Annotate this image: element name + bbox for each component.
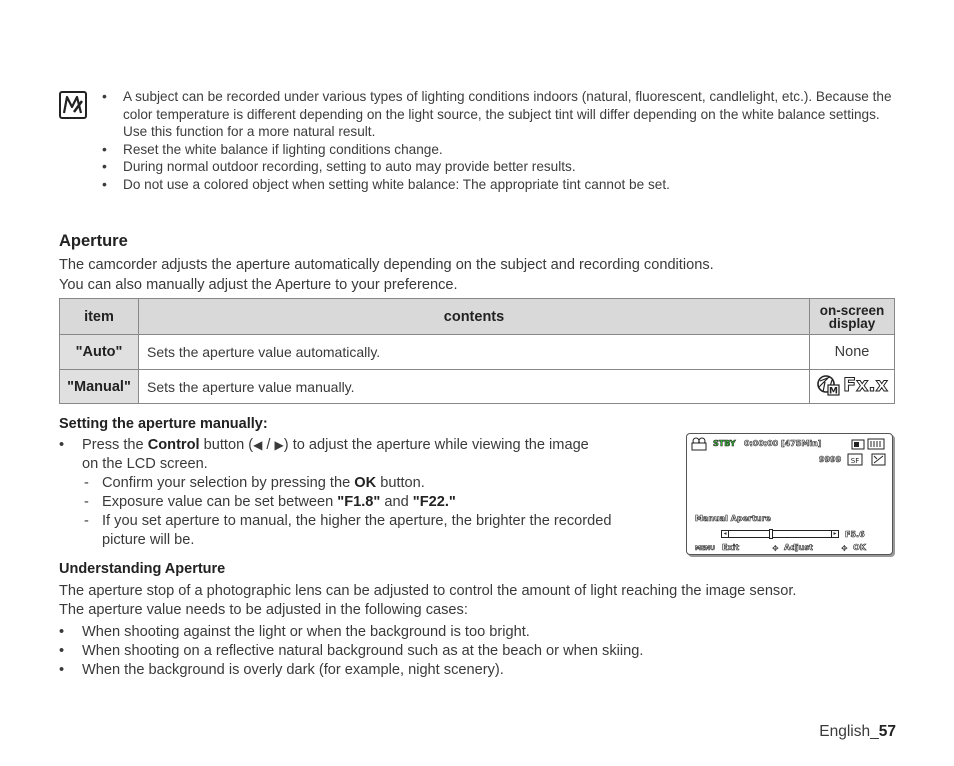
understanding-heading: Understanding Aperture <box>59 561 226 577</box>
lcd-adjust: Adjust <box>784 543 813 552</box>
slider-thumb[interactable] <box>769 529 773 539</box>
left-arrow-icon: ◀ <box>253 438 263 452</box>
list-item: • When shooting against the light or when the background is too bright. <box>59 623 899 642</box>
note-item: • A subject can be recorded under various types of lighting conditions indoors (natural, fluorescent, candlelight, etc.). Because the color temperature is different depending on the light source, the subject tint will differ depending on the white balance settings. Use this function for a more natural result. <box>102 88 902 141</box>
section-intro: The camcorder adjusts the aperture automatically depending on the subject and recording conditions. You can also manually adjust the Aperture to your preference. <box>59 257 714 293</box>
note-item: • Reset the white balance if lighting conditions change. <box>102 141 902 159</box>
list-item: - Confirm your selection by pressing the OK button. <box>59 474 669 493</box>
battery-icon <box>851 438 887 450</box>
svg-text:SF: SF <box>850 457 860 465</box>
ok-icon: ✥ <box>841 544 848 553</box>
note-list <box>102 88 902 193</box>
slider-left-icon[interactable]: ◂ <box>721 530 729 538</box>
aperture-value-label: Fx.x <box>843 373 888 396</box>
note-item: • During normal outdoor recording, setting to auto may provide better results. <box>102 158 902 176</box>
lcd-screen <box>686 433 893 555</box>
list-item: - Exposure value can be set between "F1.8" and "F22." <box>59 493 669 512</box>
lcd-time: 0:00:00 [475Min] <box>744 439 822 448</box>
row-display <box>810 370 895 404</box>
row-contents: Sets the aperture value manually. <box>139 370 810 404</box>
lcd-ok: OK <box>853 543 866 552</box>
camera-mode-icon <box>691 437 709 451</box>
lcd-status: STBY <box>713 439 736 448</box>
lcd-count: 9999 <box>819 455 842 464</box>
lcd-menu-label: MENU <box>695 545 715 552</box>
manual-steps <box>59 436 669 550</box>
aperture-table <box>59 298 895 404</box>
quality-icon <box>847 453 887 466</box>
header-contents: contents <box>139 299 810 335</box>
slider-right-icon[interactable]: ▸ <box>831 530 839 538</box>
right-arrow-icon: ▶ <box>274 438 284 452</box>
manual-heading: Setting the aperture manually: <box>59 416 268 432</box>
note-pencil-icon <box>59 91 87 119</box>
manual-aperture-icon <box>816 374 840 396</box>
page-footer: English_57 <box>819 723 896 740</box>
list-item: • When the background is overly dark (for example, night scenery). <box>59 661 899 680</box>
row-item: "Auto" <box>60 335 139 370</box>
section-title: Aperture <box>59 232 128 250</box>
row-item: "Manual" <box>60 370 139 404</box>
table-row <box>60 370 895 404</box>
list-item: • Press the Control button (◀ / ▶) to adjust the aperture while viewing the image on the LCD screen. <box>59 436 669 474</box>
control-icon: ✥ <box>772 544 779 553</box>
lcd-menu-title: Manual Aperture <box>695 514 771 523</box>
svg-text:M: M <box>829 386 839 396</box>
understanding-body: The aperture stop of a photographic lens can be adjusted to control the amount of light reaching the image sensor. The aperture value needs to be adjusted in the following cases: • When shooting against the light or when the background is too bright. • When shooting on a reflective natural background such as at the beach or when skiing. • When the background is overly dark (for example, night scenery). <box>59 582 899 680</box>
header-item: item <box>60 299 139 335</box>
lcd-aperture-value: F5.6 <box>845 530 865 539</box>
list-item: - If you set aperture to manual, the higher the aperture, the brighter the recorded picture will be. <box>59 512 669 550</box>
lcd-exit: Exit <box>722 543 740 552</box>
table-row <box>60 335 895 370</box>
list-item: • When shooting on a reflective natural background such as at the beach or when skiing. <box>59 642 899 661</box>
note-item: • Do not use a colored object when setting white balance: The appropriate tint cannot be set. <box>102 176 902 194</box>
header-display: on-screen display <box>810 299 895 335</box>
row-contents: Sets the aperture value automatically. <box>139 335 810 370</box>
row-display: None <box>810 335 895 370</box>
aperture-slider[interactable] <box>721 530 839 538</box>
